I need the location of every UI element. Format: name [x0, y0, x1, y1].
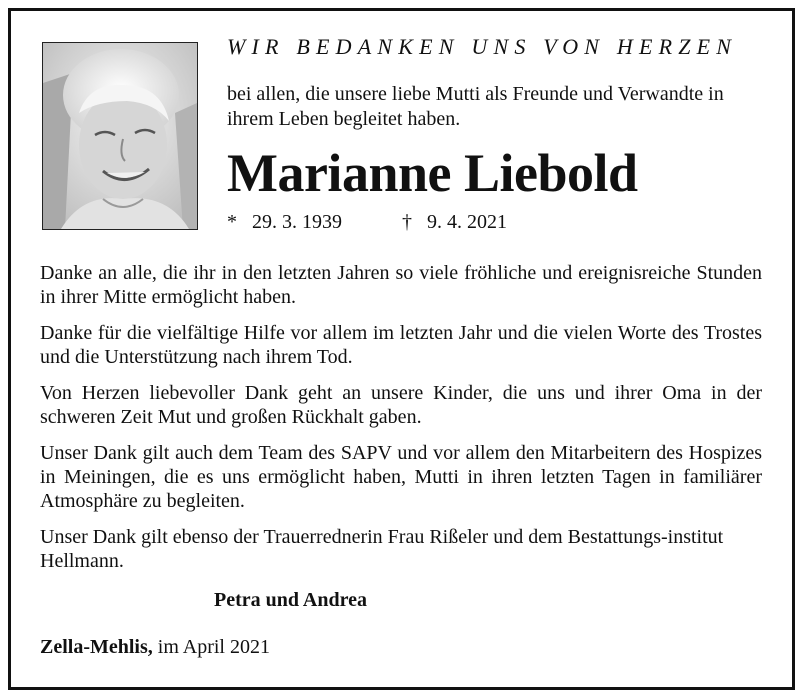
place-date-text: im April 2021 — [157, 636, 270, 658]
birth-date: 29. 3. 1939 — [252, 211, 342, 233]
portrait-photo — [42, 42, 198, 230]
thanks-paragraph: Unser Dank gilt auch dem Team des SAPV und vor allem den Mitarbeitern des Hospizes in Meiningen, die es uns ermöglicht haben, Mutti in ihren letzten Tagen in familiärer Atmosphäre zu begleiten. — [40, 442, 762, 512]
death-date: 9. 4. 2021 — [427, 211, 507, 233]
place-date — [40, 636, 270, 659]
death-date-group — [402, 211, 507, 233]
signature: Petra und Andrea — [214, 589, 367, 611]
place-town: Zella-Mehlis, — [40, 636, 153, 658]
thanks-paragraph: Unser Dank gilt ebenso der Trauerrednerin Frau Rißeler und dem Bestattungs-institut Hellmann. — [40, 526, 724, 572]
thanks-paragraph: Danke an alle, die ihr in den letzten Jahren so viele fröhliche und ereignisreiche Stunden in ihrer Mitte ermöglicht haben. — [40, 262, 762, 308]
death-symbol: † — [402, 211, 412, 233]
thanks-heading: WIR BEDANKEN UNS VON HERZEN — [227, 34, 738, 59]
birth-symbol: * — [227, 211, 237, 233]
birth-date-group — [227, 211, 397, 234]
intro-text: bei allen, die unsere liebe Mutti als Freunde und Verwandte in ihrem Leben begleitet haben. — [227, 83, 724, 130]
thanks-paragraph: Danke für die vielfältige Hilfe vor allem im letzten Jahr und die vielen Worte des Trostes und die Unterstützung nach ihrem Tod. — [40, 322, 762, 368]
deceased-name: Marianne Liebold — [227, 143, 638, 203]
thanks-body — [40, 261, 762, 585]
life-dates — [227, 211, 507, 234]
thanks-paragraph: Von Herzen liebevoller Dank geht an unsere Kinder, die uns und ihrer Oma in der schweren Zeit Mut und großen Rückhalt gaben. — [40, 382, 762, 428]
